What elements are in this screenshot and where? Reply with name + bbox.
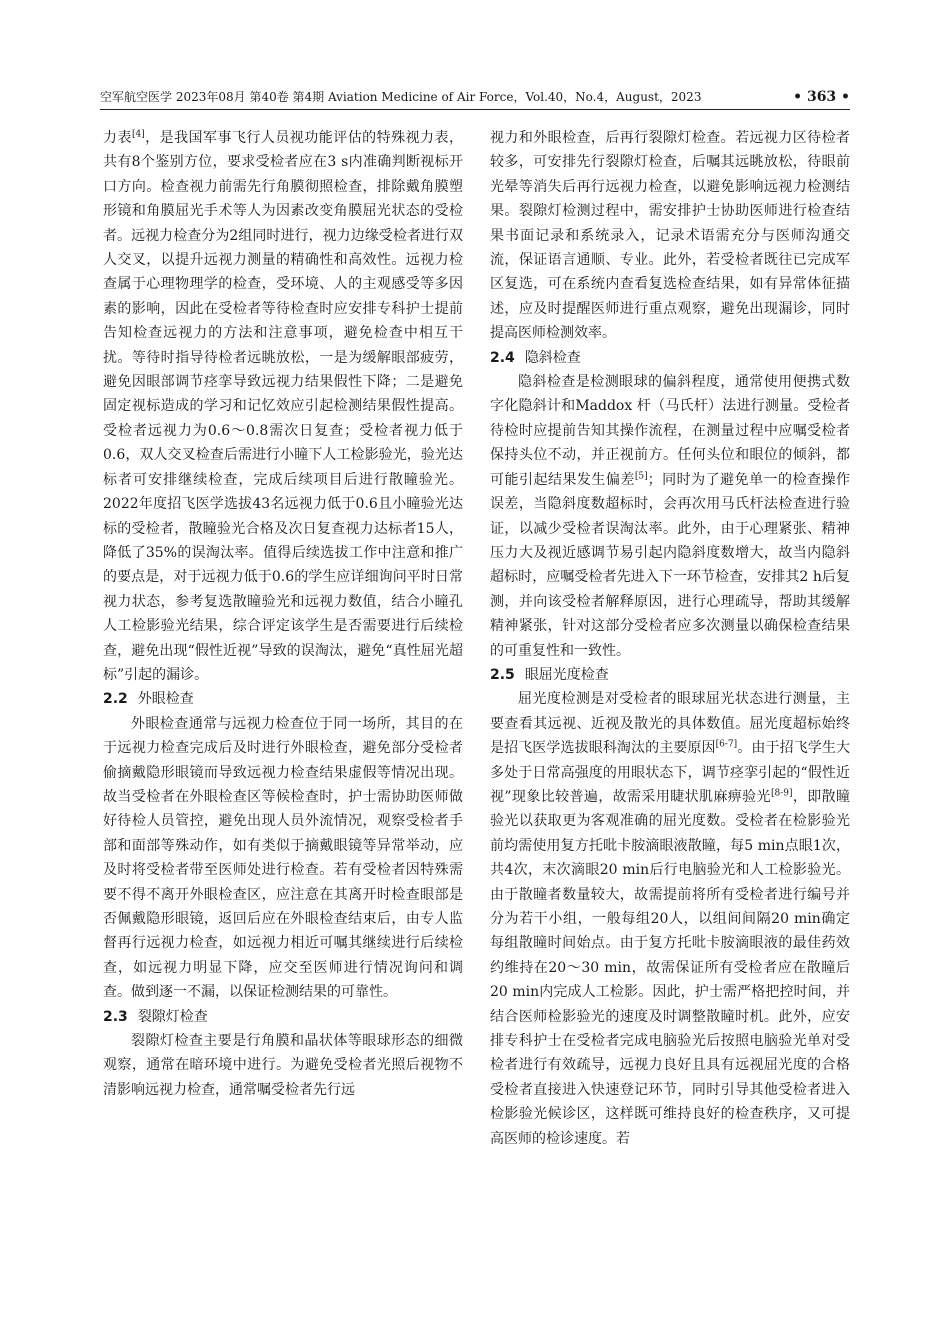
section-heading-2-4: 2.4 隐斜检查 (490, 349, 581, 366)
right-column (490, 126, 850, 1151)
page-number: • 363 • (793, 89, 850, 105)
section-heading-2-2: 2.2 外眼检查 (103, 691, 194, 708)
paragraph-slit-lamp-cont: 视力和外眼检查，后再行裂隙灯检查。若远视力区待检者较多，可安排先行裂隙灯检查，后嘱其远眺放松，待眼前光晕等消失后再行远视力检查，以避免影响远视力检测结果。裂隙灯检测过程中，需安排护士协助医师进行检查结果书面记录和系统录入，记录术语需充分与医师沟通交流，保证语言通顺、专业。此外，若受检者既往已完成军区复选，可在系统内查看复选检查结果，如有异常体征描述，应及时提醒医师进行重点观察，避免出现漏诊，同时提高医师检测效率。 (490, 130, 850, 342)
citation-ref[interactable]: [4] (131, 129, 145, 140)
citation-ref[interactable]: [8-9] (770, 788, 793, 799)
citation-ref[interactable]: [5] (634, 471, 648, 482)
paragraph-visual-acuity: 力表[4]，是我国军事飞行人员视功能评估的特殊视力表，共有8个鉴别方位，要求受检者应在3 s内准确判断视标开口方向。检查视力前需先行角膜彻照检查，排除戴角膜塑形镜和角膜屈光手术等人为因素改变角膜屈光状态的受检者。远视力检查分为2组同时进行，视力边缘受检者进行双人交叉，以提升远视力测量的精确性和高效性。远视力检查属于心理物理学的检查，受环境、人的主观感受等多因素的影响，因此在受检者等待检查时应安排专科护士提前告知检查远视力的方法和注意事项，避免检查中相互干扰。等待时指导待检者远眺放松，一是为缓解眼部疲劳，避免因眼部调节痉挛导致远视力结果假性下降；二是避免固定视标造成的学习和记忆效应引起检测结果假性提高。受检者远视力为0.6～0.8需次日复查；受检者视力低于0.6，双人交叉检查后需进行小瞳下人工检影验光，验光达标者可安排继续检查，完成后续项目后进行散瞳验光。2022年度招飞医学选拔43名远视力低于0.6且小瞳验光达标的受检者，散瞳验光合格及次日复查视力达标者15人，降低了35%的误淘汰率。值得后续选拔工作中注意和推广的要点是，对于远视力低于0.6的学生应详细询问平时日常视力状态，参考复选散瞳验光和远视力数值，结合小瞳孔人工检影验光结果，综合评定该学生是否需要进行后续检查，避免出现“假性近视”导致的误淘汰，避免“真性屈光超标”引起的漏诊。 (103, 129, 463, 683)
journal-info: 空军航空医学 2023年08月 第40卷 第4期 Aviation Medicine of Air Force，Vol.40，No.4，August，2023 (100, 90, 702, 104)
paragraph-refraction: 屈光度检测是对受检者的眼球屈光状态进行测量，主要查看其远视、近视及散光的具体数值。屈光度超标始终是招飞医学选拔眼科淘汰的主要原因[6-7]。由于招飞学生大多处于日常高强度的用眼状态下，调节痉挛引起的“假性近视”现象比较普遍，故需采用睫状肌麻痹验光[8-9]，即散瞳验光以获取更为客观准确的屈光度数。受检者在检影验光前均需使用复方托吡卡胺滴眼液散瞳，每5 min点眼1次，共4次，末次滴眼20 min后行电脑验光和人工检影验光。由于散瞳者数量较大，故需提前将所有受检者进行编号并分为若干小组，一般每组20人，以组间间隔20 min确定每组散瞳时间始点。由于复方托吡卡胺滴眼液的最佳药效约维持在20～30 min，故需保证所有受检者应在散瞳后20 min内完成人工检影。因此，护士需严格把控时间，并结合医师检影验光的速度及时调整散瞳时机。此外，应安排专科护士在受检者完成电脑验光后按照电脑验光单对受检者进行有效疏导，远视力良好且具有远视屈光度的合格受检者直接进入快速登记环节，同时引导其他受检者进入检影验光候诊区，这样既可维持良好的检查秩序，又可提高医师的检诊速度。若 (490, 691, 851, 1147)
section-heading-2-3: 2.3 裂隙灯检查 (103, 1008, 208, 1025)
running-header (100, 86, 850, 110)
section-heading-2-5: 2.5 眼屈光度检查 (490, 666, 609, 683)
left-column (103, 126, 463, 1102)
citation-ref[interactable]: [6-7] (715, 739, 738, 750)
paragraph-external-eye: 外眼检查通常与远视力检查位于同一场所，其目的在于远视力检查完成后及时进行外眼检查，避免部分受检者偷摘戴隐形眼镜而导致远视力检查结果虚假等情况出现。故当受检者在外眼检查区等候检查时，护士需协助医师做好待检人员管控，避免出现人员外流情况，观察受检者手部和面部等殊动作，如有类似于摘戴眼镜等异常举动，应及时将受检者带至医师处进行检查。若有受检者因特殊需要不得不离开外眼检查区，应注意在其离开时检查眼部是否佩戴隐形眼镜，返回后应在外眼检查结束后，由专人监督再行远视力检查，如远视力相近可嘱其继续进行后续检查，如远视力明显下降，应交至医师进行情况询问和调查。做到逐一不漏，以保证检测结果的可靠性。 (103, 715, 463, 1001)
paragraph-slit-lamp: 裂隙灯检查主要是行角膜和晶状体等眼球形态的细微观察，通常在暗环境中进行。为避免受检者光照后视物不清影响远视力检查，通常嘱受检者先行远 (103, 1033, 463, 1098)
paragraph-heterophoria: 隐斜检查是检测眼球的偏斜程度，通常使用便携式数字化隐斜计和Maddox 杆（马氏杆）法进行测量。受检者待检时应提前告知其操作流程，在测量过程中应嘱受检者保持头位不动，并正视前方。任何头位和眼位的倾斜，都可能引起结果发生偏差[5]；同时为了避免单一的检查操作误差，当隐斜度数超标时，会再次用马氏杆法检查进行验证，以减少受检者误淘汰率。此外，由于心理紧张、精神压力大及视近感调节易引起内隐斜度数增大，故当内隐斜超标时，应嘱受检者先进入下一环节检查，安排其2 h后复测，并向该受检者解释原因，进行心理疏导，帮助其缓解精神紧张，针对这部分受检者应多次测量以确保检查结果的可重复性和一致性。 (490, 374, 850, 659)
